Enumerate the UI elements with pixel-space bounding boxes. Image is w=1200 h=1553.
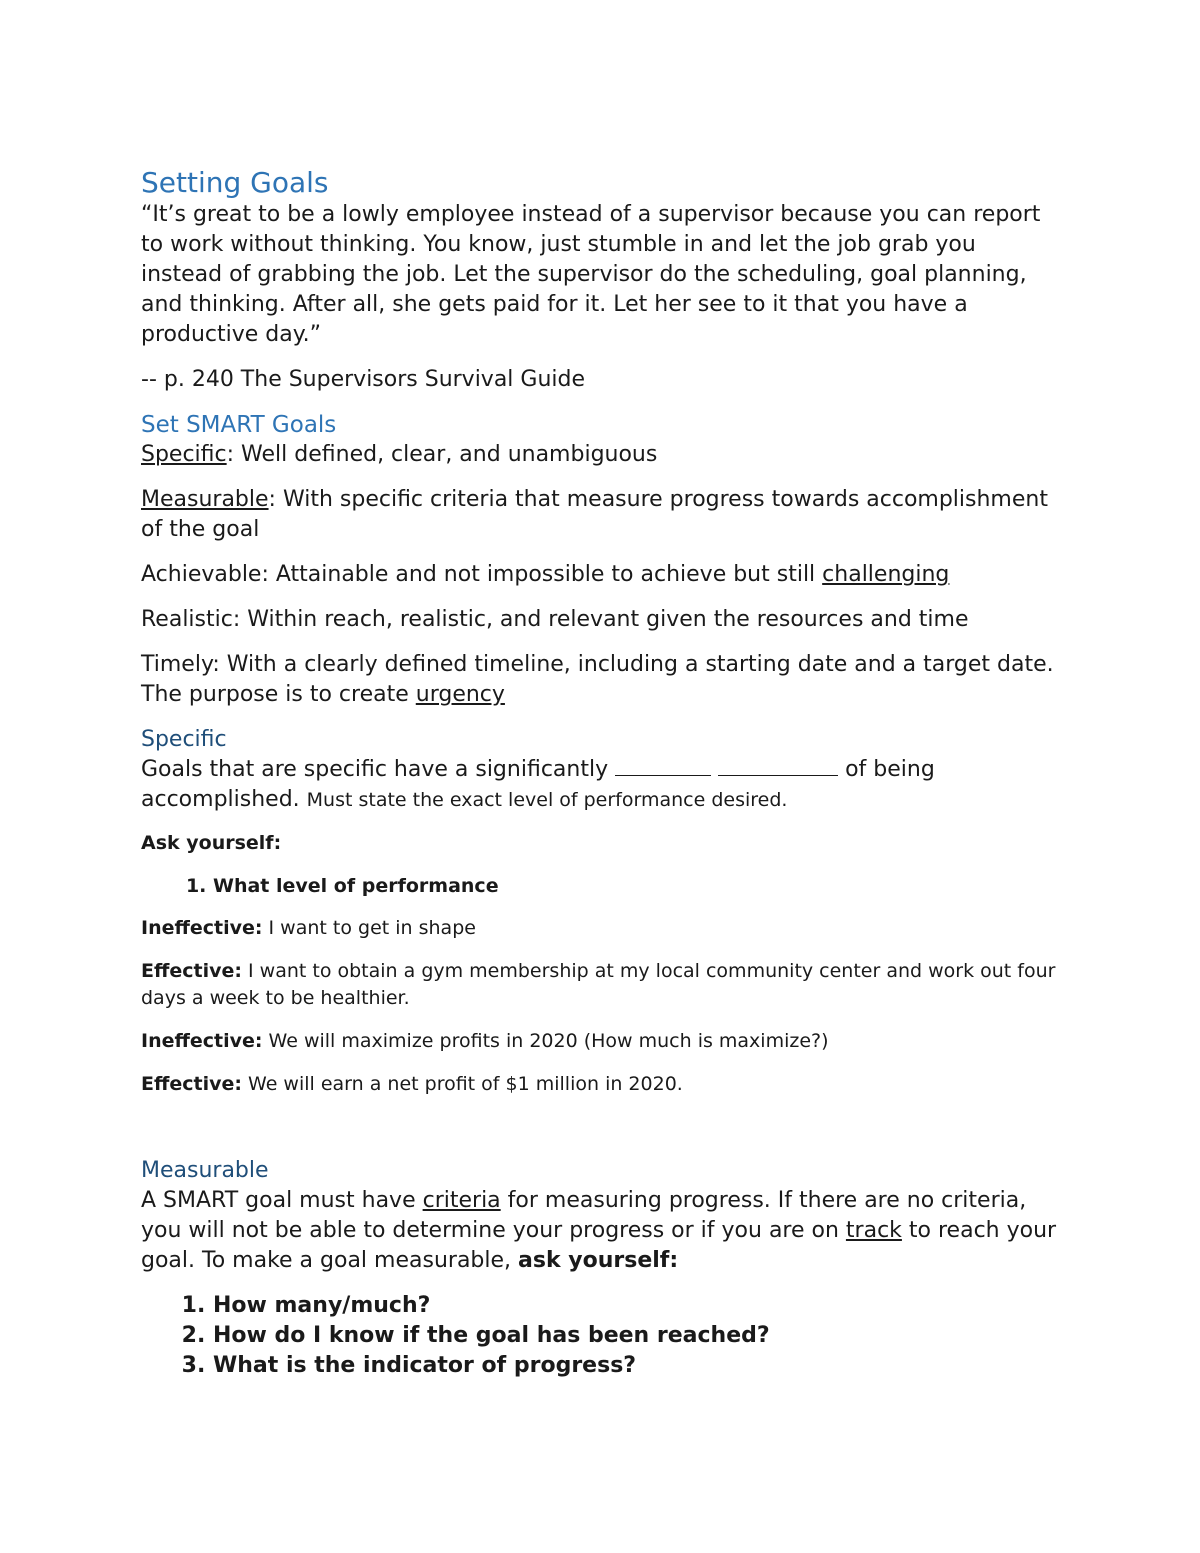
quote-paragraph: “It’s great to be a lowly employee instead of a supervisor because you can report to work without thinking. You know, just stumble in and let the job grab you instead of grabbing the job. Let the supervisor do the scheduling, goal planning, and thinking. After all, she gets paid for it. Let her see to it that you have a productive day.” [141,202,1041,347]
timely-definition [141,650,1061,710]
example-text: We will earn a net profit of $1 million in 2020. [241,1073,683,1095]
specific-heading: Specific [141,727,227,752]
measurable-def-text: : With specific criteria that measure progress towards accomplishment of the goal [141,487,1048,542]
specific-body-mid: of being accomplished. [141,757,935,812]
quote-attribution: -- p. 240 The Supervisors Survival Guide [141,367,586,392]
measurable-definition [141,485,1061,545]
example-label: Ineffective: [141,917,263,939]
challenging-word: challenging [822,562,950,587]
measurable-heading: Measurable [141,1158,269,1183]
example-label: Effective: [141,1073,242,1095]
measurable-body-3: to reach your goal. To make a goal measurable, [141,1218,1057,1273]
achievable-definition [141,560,1061,590]
example-text: We will maximize profits in 2020 (How much is maximize?) [262,1030,829,1052]
example-ineffective-1 [141,915,1061,942]
example-effective-2 [141,1071,1061,1098]
measurable-questions-list [141,1291,1061,1381]
list-item: 3. What is the indicator of progress? [213,1351,1061,1381]
document-page [141,166,1061,1381]
measurable-body [141,1186,1061,1276]
example-label: Effective: [141,960,242,982]
measurable-body-1: A SMART goal must have [141,1188,423,1213]
list-item: 1. How many/much? [213,1291,1061,1321]
track-word: track [845,1218,902,1243]
specific-term: Specific [141,442,227,467]
specific-body-start: Goals that are specific have a significantly [141,757,616,782]
list-item: 1. What level of performance [213,873,1061,900]
fill-in-blank-2 [718,755,838,776]
realistic-definition: Realistic: Within reach, realistic, and relevant given the resources and time [141,607,969,632]
example-ineffective-2 [141,1028,1061,1055]
specific-def-text: : Well defined, clear, and unambiguous [226,442,658,467]
example-label: Ineffective: [141,1030,263,1052]
criteria-word: criteria [422,1188,501,1213]
ask-yourself-bold: ask yourself: [518,1248,679,1273]
ask-yourself-label: Ask yourself: [141,832,282,854]
specific-body-small: Must state the exact level of performance desired. [306,789,788,811]
achievable-text: Achievable: Attainable and not impossible to achieve but still [141,562,823,587]
list-item: 2. How do I know if the goal has been reached? [213,1321,1061,1351]
page-title: Setting Goals [141,166,329,199]
example-text: I want to obtain a gym membership at my local community center and work out four days a week to be healthier. [141,960,1056,1009]
measurable-term: Measurable [141,487,269,512]
measurable-body-2: for measuring progress. If there are no criteria, you will not be able to determine your progress or if you are on [141,1188,1027,1243]
example-effective-1 [141,958,1061,1012]
example-text: I want to get in shape [262,917,476,939]
timely-text: Timely: With a clearly defined timeline, including a starting date and a target date. The purpose is to create [141,652,1054,707]
specific-questions-list [141,873,1061,900]
smart-heading: Set SMART Goals [141,412,337,438]
specific-definition [141,440,1061,470]
specific-body [141,755,1061,815]
urgency-word: urgency [415,682,505,707]
fill-in-blank-1 [615,755,711,776]
